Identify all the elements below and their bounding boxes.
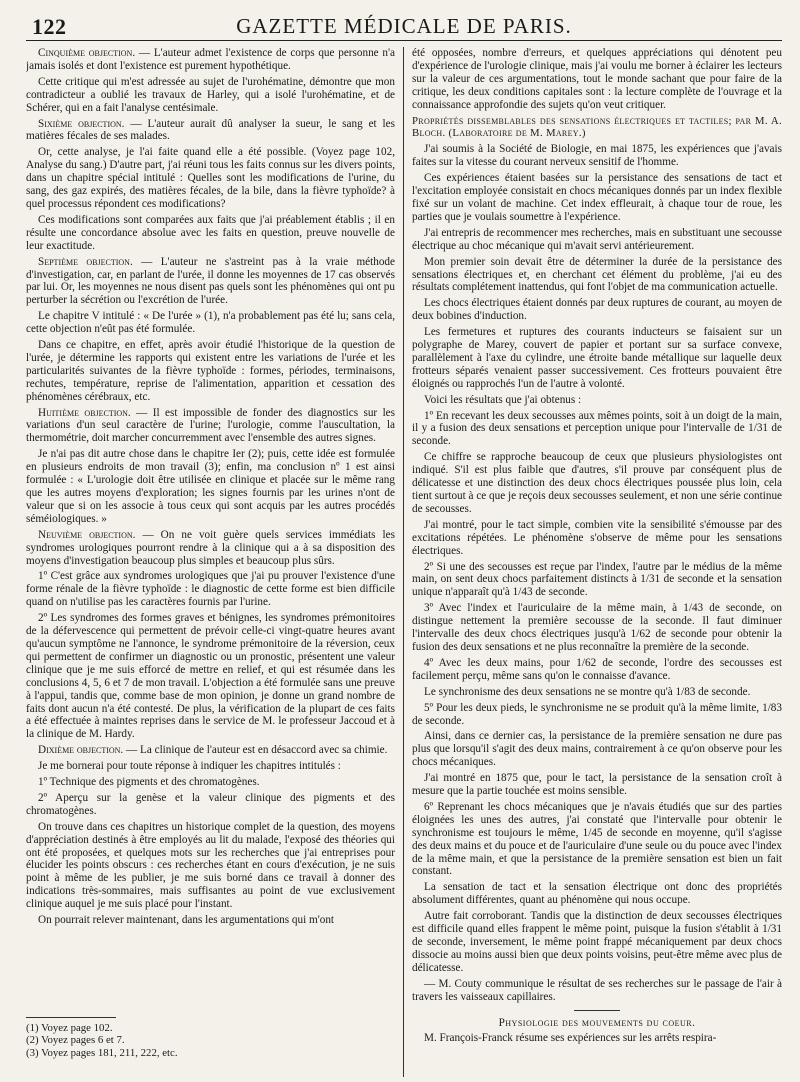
paragraph <box>26 448 395 525</box>
paragraph: La sensation de tact et la sensation électrique ont donc des propriétés absolument différentes, quant au phénomène qui nous occupe. <box>412 881 782 907</box>
section-title: Propriétés dissemblables des sensations électriques et tactiles; par M. A. Bloch. (Laboratoire de M. Marey.) <box>412 114 782 140</box>
paragraph <box>26 529 395 568</box>
paragraph: Les chocs électriques étaient donnés par deux ruptures de courant, au moyen de deux bobines d'induction. <box>412 297 782 323</box>
paragraph <box>26 407 395 446</box>
left-column <box>26 47 404 1077</box>
paragraph: Le synchronisme des deux sensations ne se montre qu'à 1/83 de seconde. <box>424 685 751 698</box>
paragraph-text: Je n'ai pas dit autre chose dans le chapitre Ier (2); puis, cette idée est formulée en plusieurs endroits de mon travail (3); enfin, ma conclusion nº 1 est ainsi formulée : « L'urologie doit être utilisée en clinique et placée sur le même rang que les autres moyens d'exploration; les signes fournis par les urines n'ont de valeur que si on les associe à tous ceux qui sont acquis par les autres procédés séméiologiques. » <box>26 448 395 525</box>
objection-heading: Septième objection. <box>38 255 133 268</box>
paragraph: Les fermetures et ruptures des courants inducteurs se faisaient sur un polygraphe de Marey, couvert de papier et portant sur sa surface convexe, parallèlement à l'axe du cylindre, une étroite bande métallique sur laquelle deux frotteurs séparés venaient passer successivement. Ces frotteurs pouvaient être éloignés ou rapprochés l'un de l'autre à volonté. <box>412 326 782 390</box>
paragraph: J'ai montré, pour le tact simple, combien vite la sensibilité s'émousse par des excitations répétées. Le phénomène s'observe de même pour les sensations électriques. <box>412 518 782 557</box>
paragraph: Ce chiffre se rapproche beaucoup de ceux que plusieurs physiologistes ont indiqué. S'il est plus faible que d'autres, s'il prouve par conséquent plus de délicatesse et une distinction des deux chocs électriques poussée plus loin, cela tient surtout à ce que je reçois deux secousses seulement, et non une série continue de secousses. <box>412 451 782 515</box>
paragraph-text: Ces modifications sont comparées aux faits que j'ai préablement établis ; il en résulte une concordance absolue avec les faits en question, preuve nouvelle de leur exactitude. <box>26 213 395 252</box>
footnote: (1) Voyez page 102. <box>26 1021 113 1034</box>
page-number: 122 <box>32 14 67 39</box>
paragraph-text: — L'auteur aurait dû analyser la sueur, le sang et les matières fécales de ses malades. <box>26 117 395 143</box>
paragraph <box>26 310 395 336</box>
paragraph <box>26 914 395 927</box>
paragraph: Voici les résultats que j'ai obtenus : <box>424 393 582 406</box>
page-header <box>26 12 782 41</box>
paragraph <box>26 47 395 73</box>
paragraph-text: — La clinique de l'auteur est en désaccord avec sa chimie. <box>123 744 388 757</box>
running-title: GAZETTE MÉDICALE DE PARIS. <box>236 14 572 38</box>
paragraph-text: — On ne voit guère quels services immédiats les syndromes urologiques pourront rendre à la clinique qui a à sa disposition des moyens d'investigation beaucoup plus simples et beaucoup plus sûrs. <box>26 528 395 567</box>
continued-paragraph: été opposées, nombre d'erreurs, et quelques appréciations qui dénotent peu d'expérience de l'urologie clinique, mais j'ai voulu me borner à éclairer les lecteurs sur la valeur de ces argumentations, tout le monde sachant que pour faire de la critique, les deux conditions capitales sont : la lecture complète de l'ouvrage et la connaissance approfondie des sujets qu'on veut critiquer. <box>412 47 782 111</box>
couty-paragraph: — M. Couty communique le résultat de ses recherches sur le passage de l'air à travers les vaisseaux capillaires. <box>412 977 782 1003</box>
right-column-paragraphs <box>412 143 782 974</box>
footnote: (3) Voyez pages 181, 211, 222, etc. <box>26 1046 178 1059</box>
section-divider <box>574 1010 620 1011</box>
objection-heading: Huitième objection. <box>38 406 131 419</box>
paragraph: Autre fait corroborant. Tandis que la distinction de deux secousses électriques est difficile quand elles frappent le même point, puisque la fusion s'établit à 1/31 de seconde, inversement, le même point frappé mécaniquement par deux chocs dissocie au moins aussi bien que deux points voisins, peut-être même avec plus de délicatesse. <box>412 910 782 974</box>
paragraph-text: Je me bornerai pour toute réponse à indiquer les chapitres intitulés : <box>38 760 341 773</box>
paragraph: J'ai montré en 1875 que, pour le tact, la persistance de la sensation croît à mesure que la partie touchée est moins sensible. <box>412 772 782 798</box>
paragraph <box>26 821 395 911</box>
paragraph <box>26 792 395 818</box>
left-column-paragraphs <box>26 47 395 927</box>
paragraph-text: — Il est impossible de fonder des diagnostics sur les variations d'un seul caractère de l'urine; l'urologie, comme l'auscultation, la thermométrie, doit marcher concurremment avec l'ensemble des autres signes. <box>26 406 395 445</box>
paragraph <box>26 146 395 211</box>
paragraph: 4º Avec les deux mains, pour 1/62 de seconde, l'ordre des secousses est facilement perçu, même sans qu'on le connaisse d'avance. <box>412 656 782 682</box>
paragraph <box>26 570 395 609</box>
objection-heading: Dixième objection. <box>38 744 124 757</box>
objection-heading: Sixième objection. <box>38 117 125 130</box>
paragraph-text: 2º Aperçu sur la genèse et la valeur clinique des pigments et des chromatogènes. <box>26 791 395 817</box>
paragraph-text: 1º Technique des pigments et des chromatogènes. <box>38 776 260 789</box>
paragraph <box>26 776 395 789</box>
paragraph: Ainsi, dans ce dernier cas, la persistance de la première sensation ne dure pas plus que lorsqu'il s'agit des deux mains, contrairement à ce qu'on observe pour les chocs mécaniques. <box>412 730 782 769</box>
paragraph-text: On pourrait relever maintenant, dans les argumentations qui m'ont <box>38 914 335 927</box>
paragraph-text: Cette critique qui m'est adressée au sujet de l'urohématine, démontre que mon contradicteur a oublié les travaux de Harley, qui a isolé l'urohématine, et de Schérer, qui en a fait l'analyse centésimale. <box>26 75 395 114</box>
objection-heading: Neuvième objection. <box>38 528 136 541</box>
paragraph <box>26 612 395 741</box>
paragraph: J'ai soumis à la Société de Biologie, en mai 1875, les expériences que j'avais faites sur la vitesse du courant nerveux sensitif de l'homme. <box>412 143 782 169</box>
paragraph-text: Or, cette analyse, je l'ai faite quand elle a été possible. (Voyez page 102, Analyse du sang.) D'autre part, j'ai réuni tous les faits connus sur les divers points, dans un chapitre spécial intitulé : Quelles sont les modifications de l'urine, du sang, des gaz expirés, des matières fécales, de la bile, dans la fièvre typhoïde? à quel processus répondent ces modifications? <box>26 146 395 210</box>
paragraph-text: — L'auteur ne s'astreint pas à la vraie méthode d'investigation, car, en parlant de l'urée, il donne les moyennes de 17 cas observés par lui. Or, les moyennes ne nous disent pas quels sont les phénomènes qui ont pu perturber la sécrétion ou l'excrétion de l'urée. <box>26 255 395 307</box>
paragraph <box>26 744 395 757</box>
final-paragraph: M. François-Franck résume ses expériences sur les arrêts respira- <box>424 1032 717 1045</box>
paragraph: 6º Reprenant les chocs mécaniques que je n'avais étudiés que sur des parties éloignées les unes des autres, j'ai constaté que l'intervalle pour obtenir le synchronisme est toujours le même, 1/45 de seconde en moyenne, qu'il s'agisse des deux mains et du pouce et de l'auriculaire d'une seule ou du pouce avec l'index de la même main, et que la persistance de la première sensation est bien un fait constant. <box>412 800 782 878</box>
paragraph-text: On trouve dans ces chapitres un historique complet de la question, des moyens d'appréciation destinés à être employés au lit du malade, l'exposé des théories qui ont été proposées, et quelques mots sur les recherches que j'ai entreprises pour élucider les points obscurs : ces recherches étant en cours d'exécution, je ne suis point à même de les publier, je me suis borné dans ce travail à donner des indications très-sommaires, mais suffisantes au point de vue exclusivement clinique auquel je me suis placé pour l'instant. <box>26 820 395 911</box>
footnote: (2) Voyez pages 6 et 7. <box>26 1034 125 1047</box>
paragraph <box>26 339 395 404</box>
paragraph <box>26 76 395 115</box>
paragraph <box>26 118 395 144</box>
paragraph: J'ai entrepris de recommencer mes recherches, mais en substituant une secousse électrique au choc mécanique qui m'avait servi antérieurement. <box>412 226 782 252</box>
paragraph-text: Le chapitre V intitulé : « De l'urée » (1), n'a probablement pas été lu; sans cela, cette objection n'eût pas été formulée. <box>26 310 395 336</box>
objection-heading: Cinquième objection. <box>38 47 136 59</box>
paragraph <box>26 256 395 308</box>
two-column-body <box>26 47 782 1077</box>
paragraph: 2º Si une des secousses est reçue par l'index, l'autre par le médius de la même main, on sent deux chocs parfaitement distincts à 1/31 de seconde et la sensation unique n'apparaît qu'à 1/43 de seconde. <box>412 560 782 599</box>
physiology-heading: Physiologie des mouvements du coeur. <box>498 1016 696 1029</box>
footnote-rule <box>26 1017 116 1018</box>
right-column <box>404 47 782 1077</box>
paragraph: 1º En recevant les deux secousses aux mêmes points, soit à un doigt de la main, il y a fusion des deux sensations et perception unique pour l'intervalle de 1/31 de seconde. <box>412 409 782 448</box>
footnotes <box>26 1017 395 1059</box>
paragraph-text: 1º C'est grâce aux syndromes urologiques que j'ai pu prouver l'existence d'une forme rénale de la fièvre typhoïde : le diagnostic de cette forme est bien difficile quand on n'utilise pas les caractères fournis par l'urine. <box>26 570 395 609</box>
paragraph: Mon premier soin devait être de déterminer la durée de la persistance des sensations électriques et, en cherchant cet élément du problème, j'ai eu des résultats complétement inattendus, qui font l'objet de ma communication actuelle. <box>412 255 782 294</box>
paragraph <box>26 214 395 253</box>
paragraph-text: Dans ce chapitre, en effet, après avoir étudié l'historique de la question de l'urée, je détermine les rapports qui existent entre les variations de l'urée et les particularités suivantes de la fièvre typhoïde : formes, périodes, terminaisons, rechutes, température, reprise de l'alimentation, apparition et cessation des phénomènes cérébraux, etc. <box>26 339 395 403</box>
paragraph-text: 2º Les syndromes des formes graves et bénignes, les syndromes prémonitoires de la défervescence qui permettent de prévoir celle-ci vingt-quatre heures avant qu'aucun symptôme ne l'annonce, le syndrome prémonitoire de la réversion, ceux qui permettent de confirmer un diagnostic ou un pronostic, présentent une valeur clinique que je me suis efforcé de mettre en relief, et qui est résumée dans les conclusions 4, 5, 6 et 7 de mon travail. L'objection a été formulée sans une preuve à l'appui, tandis que, comme base de mon opinion, je donne un grand nombre de faits dont aucun n'a été contesté. De plus, la vérification de la plupart de ces faits a été effectuée à maintes reprises dans le service de M. le professeur Jaccoud et à la clinique de M. Hardy. <box>26 612 395 741</box>
paragraph: 3º Avec l'index et l'auriculaire de la même main, à 1/43 de seconde, on distingue nettement la première secousse de la seconde. Il faut diminuer l'intervalle des deux chocs électriques jusqu'à 1/62 de seconde pour obtenir la fusion des deux sensations et ne plus reconnaître la première de la seconde. <box>412 602 782 653</box>
paragraph: 5º Pour les deux pieds, le synchronisme ne se produit qu'à la même limite, 1/83 de seconde. <box>412 701 782 727</box>
paragraph <box>26 760 395 773</box>
paragraph-text: — L'auteur admet l'existence de corps que personne n'a jamais isolés et dont l'existence est purement hypothétique. <box>26 47 395 72</box>
paragraph: Ces expériences étaient basées sur la persistance des sensations de tact et l'excitation employée consistait en chocs mécaniques donnés par un index flexible fixé sur un volant de machine. Cet index effleurait, à chaque tour de roue, les parties que je voulais soumettre à l'expérience. <box>412 172 782 223</box>
